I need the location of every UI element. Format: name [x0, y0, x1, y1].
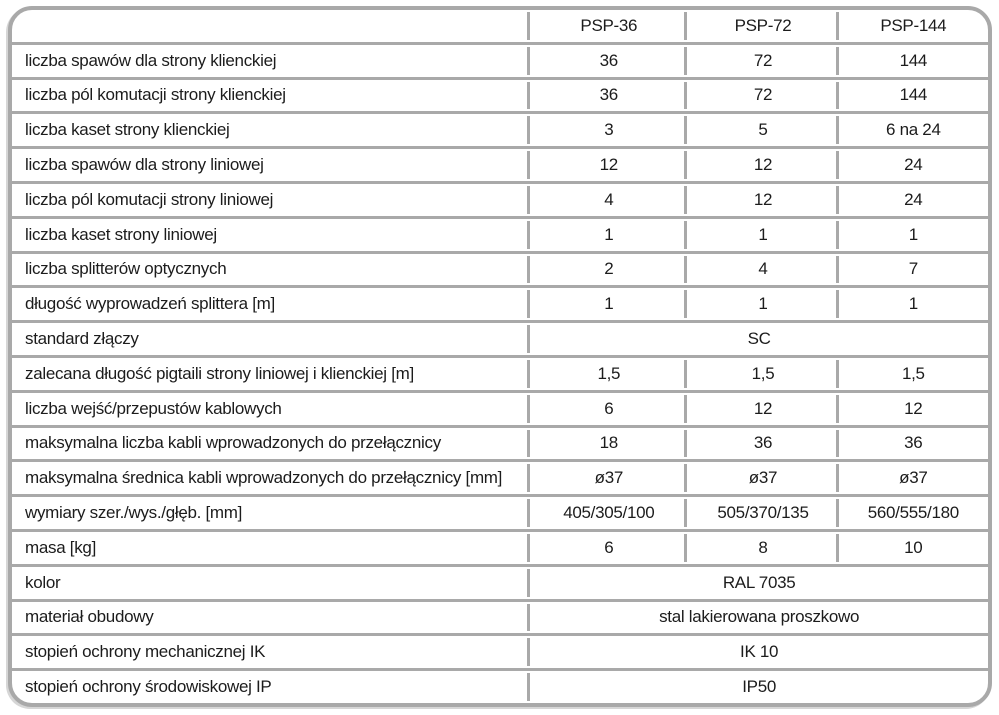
table-row [12, 564, 988, 599]
row-value: 1,5 [687, 358, 838, 390]
row-label: kolor [25, 572, 61, 592]
row-label: masa [kg] [25, 537, 96, 557]
row-value: 1,5 [530, 358, 687, 390]
table-row [12, 111, 988, 146]
row-value: 36 [530, 45, 687, 77]
row-value: 5 [687, 114, 838, 146]
table-row [12, 390, 988, 425]
table-row [12, 77, 988, 112]
row-value: 1 [687, 219, 838, 251]
row-value: 12 [687, 149, 838, 181]
row-value: 72 [687, 45, 838, 77]
row-label: wymiary szer./wys./głęb. [mm] [25, 503, 243, 523]
row-label: standard złączy [25, 329, 139, 349]
row-label: liczba kaset strony liniowej [25, 224, 217, 244]
row-label: materiał obudowy [25, 607, 154, 627]
row-value: 36 [839, 428, 988, 460]
row-value: 1 [530, 219, 687, 251]
row-value: 12 [687, 393, 838, 425]
row-label: długość wyprowadzeń splittera [m] [25, 294, 275, 314]
row-value: 24 [839, 184, 988, 216]
table-row [12, 285, 988, 320]
row-value: 144 [839, 45, 988, 77]
row-value: 405/305/100 [530, 497, 687, 529]
row-merged-value: IP50 [530, 671, 988, 703]
row-value: 1,5 [839, 358, 988, 390]
header-col-psp36: PSP-36 [530, 10, 687, 42]
row-value: 72 [687, 80, 838, 112]
row-value: 6 [530, 532, 687, 564]
row-value: 12 [530, 149, 687, 181]
row-value: 1 [530, 288, 687, 320]
row-value: 505/370/135 [687, 497, 838, 529]
row-value: 24 [839, 149, 988, 181]
row-label: liczba splitterów optycznych [25, 259, 227, 279]
row-value: 1 [687, 288, 838, 320]
row-merged-value: stal lakierowana proszkowo [530, 602, 988, 634]
row-value: 4 [687, 254, 838, 286]
row-merged-value: RAL 7035 [530, 567, 988, 599]
spec-table [8, 6, 992, 707]
row-merged-value: IK 10 [530, 636, 988, 668]
row-value: 18 [530, 428, 687, 460]
row-value: ø37 [530, 462, 687, 494]
row-value: 8 [687, 532, 838, 564]
table-row [12, 668, 988, 703]
table-row [12, 42, 988, 77]
header-col-psp144: PSP-144 [839, 10, 988, 42]
table-header-row [12, 10, 988, 42]
row-value: 36 [530, 80, 687, 112]
row-value: 4 [530, 184, 687, 216]
row-value: 1 [839, 219, 988, 251]
table-row [12, 320, 988, 355]
row-value: 36 [687, 428, 838, 460]
row-value: 6 na 24 [839, 114, 988, 146]
row-value: 3 [530, 114, 687, 146]
row-value: 144 [839, 80, 988, 112]
table-row [12, 181, 988, 216]
row-value: 6 [530, 393, 687, 425]
row-label: liczba pól komutacji strony klienckiej [25, 85, 286, 105]
row-label: liczba spawów dla strony klienckiej [25, 50, 277, 70]
row-value: 1 [839, 288, 988, 320]
row-label: maksymalna średnica kabli wprowadzonych do przełącznicy [mm] [25, 468, 503, 488]
row-label: liczba wejść/przepustów kablowych [25, 398, 282, 418]
table-row [12, 216, 988, 251]
row-merged-value: SC [530, 323, 988, 355]
row-label: maksymalna liczba kabli wprowadzonych do przełącznicy [25, 433, 441, 453]
table-row [12, 529, 988, 564]
row-value: 10 [839, 532, 988, 564]
row-value: 7 [839, 254, 988, 286]
header-empty-cell [12, 10, 530, 42]
table-row [12, 459, 988, 494]
row-value: 12 [687, 184, 838, 216]
header-col-psp72: PSP-72 [687, 10, 838, 42]
row-value: 2 [530, 254, 687, 286]
table-row [12, 425, 988, 460]
row-label: stopień ochrony mechanicznej IK [25, 642, 266, 662]
table-row [12, 146, 988, 181]
row-label: liczba pól komutacji strony liniowej [25, 189, 274, 209]
row-label: stopień ochrony środowiskowej IP [25, 677, 272, 697]
row-value: ø37 [687, 462, 838, 494]
row-value: 12 [839, 393, 988, 425]
row-label: liczba spawów dla strony liniowej [25, 155, 264, 175]
table-row [12, 251, 988, 286]
row-label: zalecana długość pigtaili strony liniowej i klienckiej [m] [25, 363, 414, 383]
row-value: 560/555/180 [839, 497, 988, 529]
table-row [12, 355, 988, 390]
table-row [12, 599, 988, 634]
table-row [12, 494, 988, 529]
table-row [12, 633, 988, 668]
row-value: ø37 [839, 462, 988, 494]
row-label: liczba kaset strony klienckiej [25, 120, 230, 140]
